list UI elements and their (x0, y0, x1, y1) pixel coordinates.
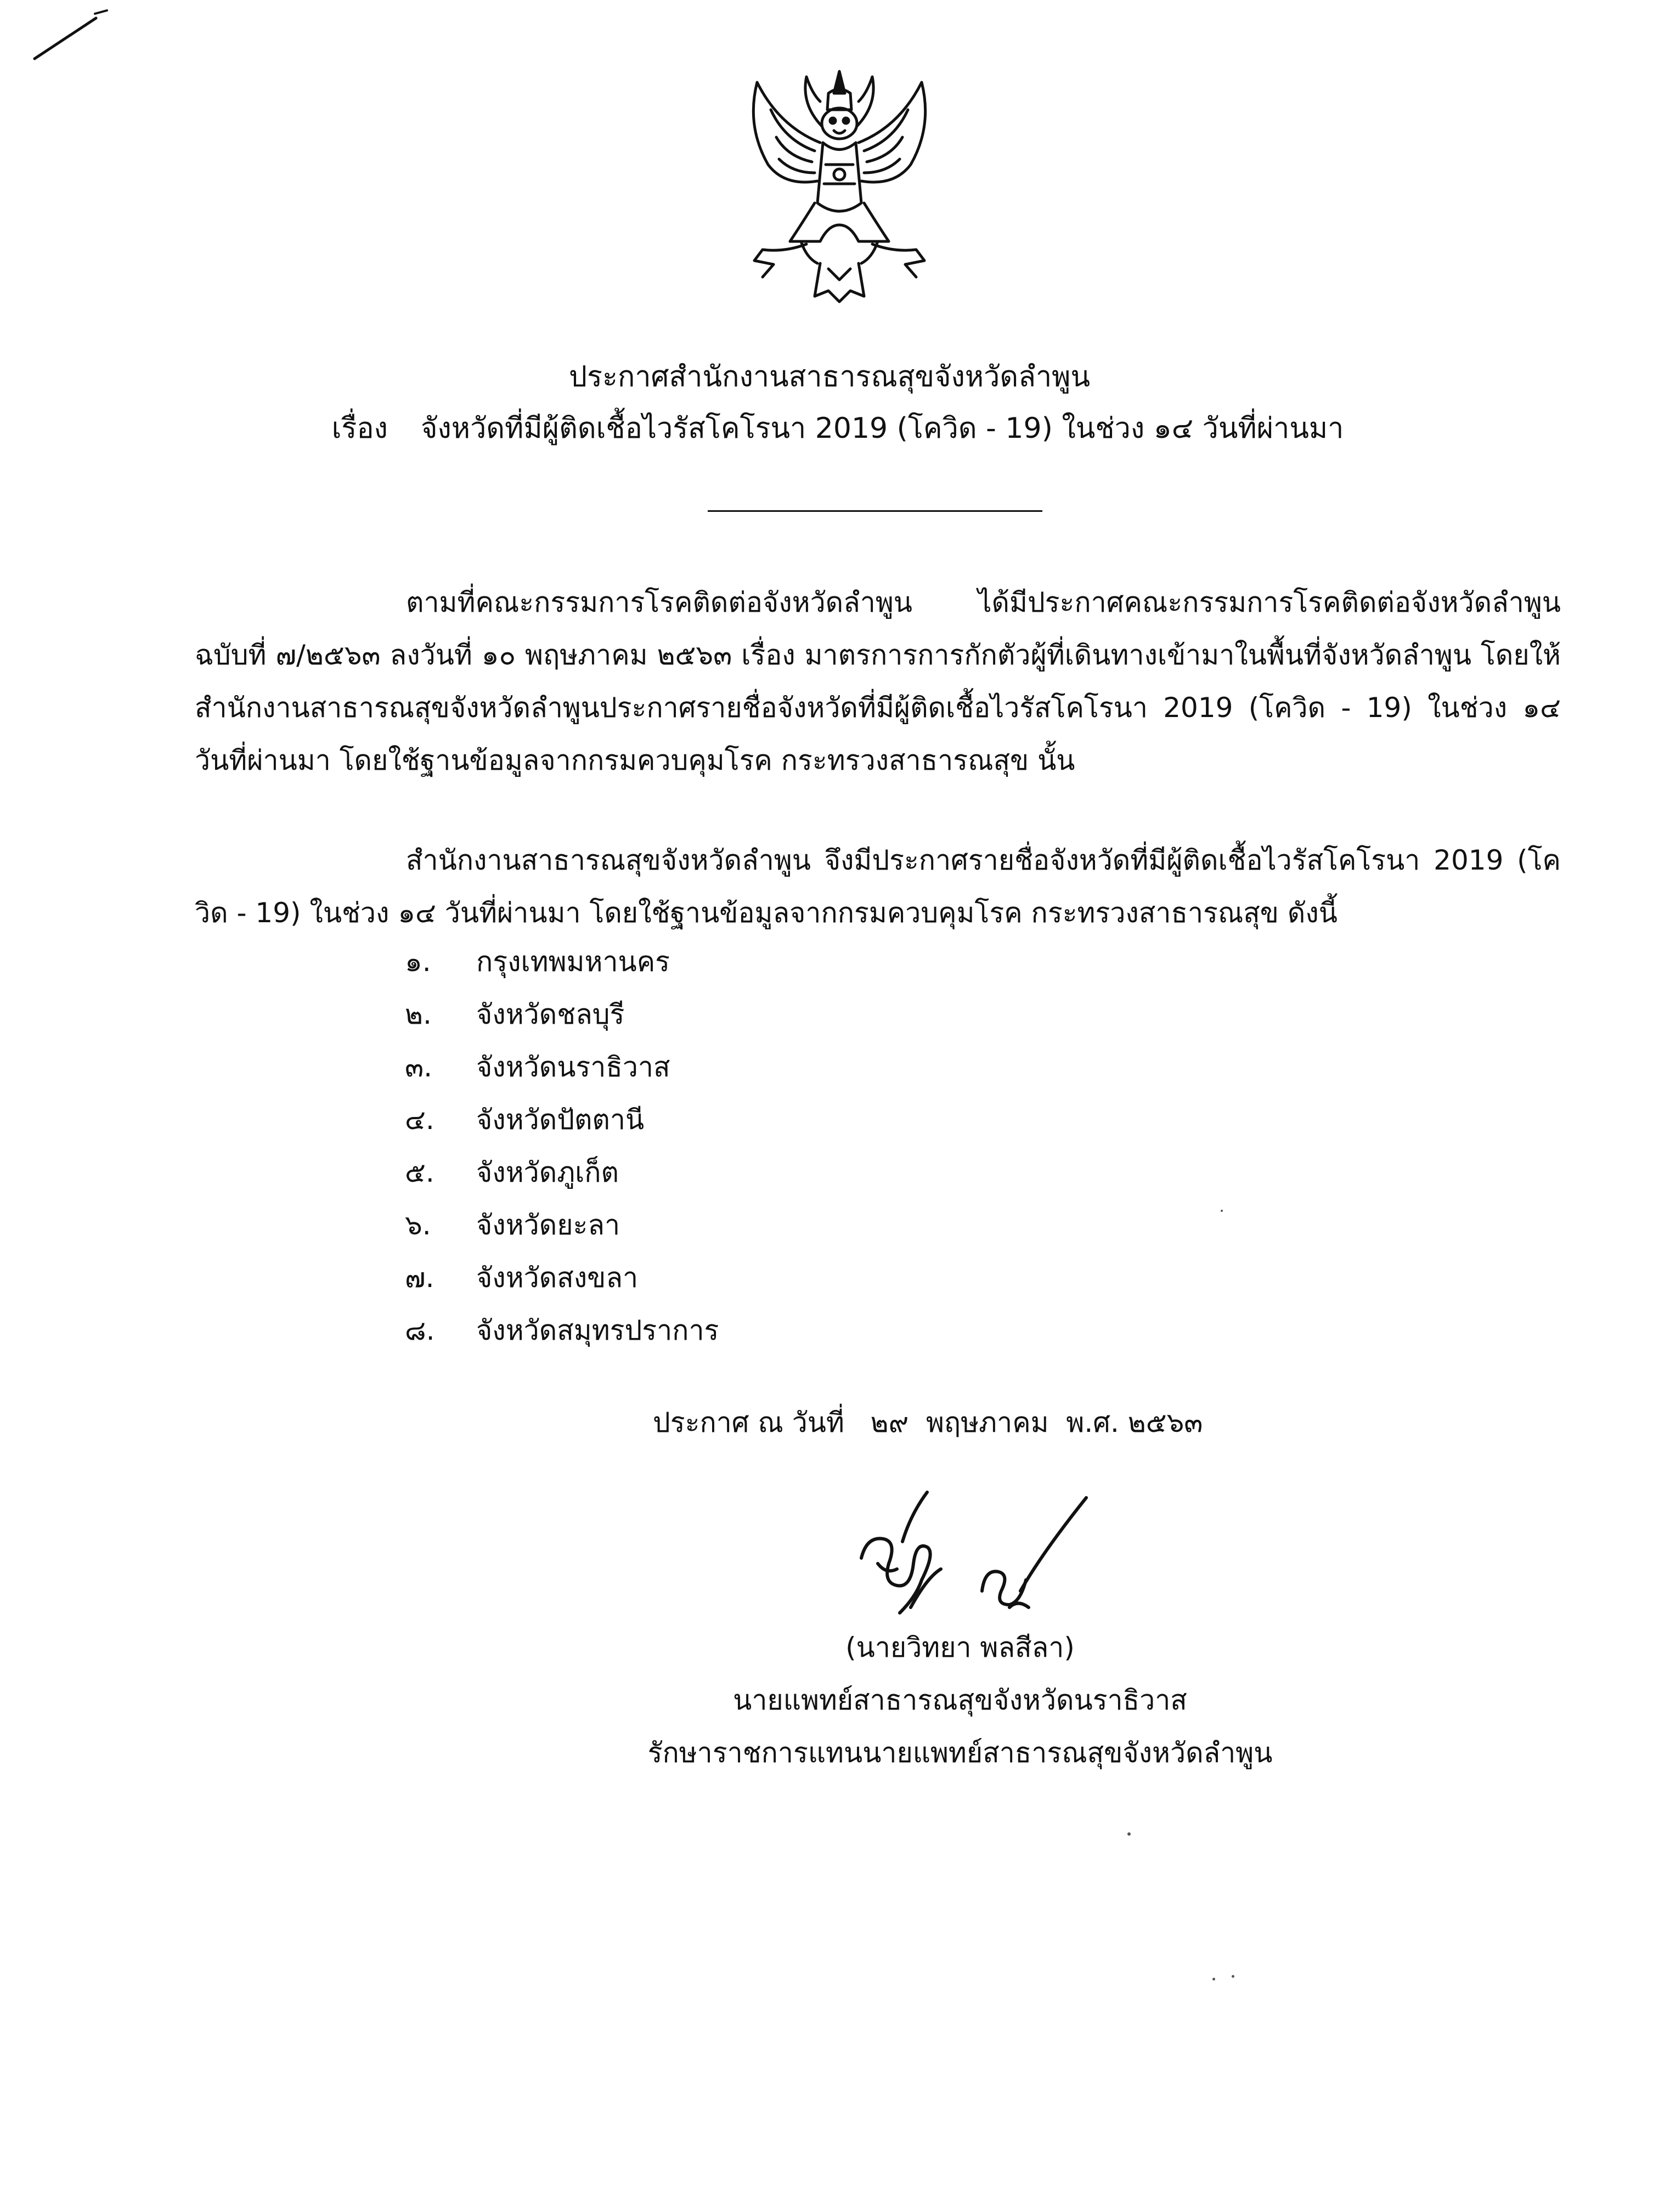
list-number: ๒. (405, 998, 432, 1030)
list-number: ๕. (405, 1156, 435, 1188)
province-list (405, 935, 719, 1357)
scan-speck (1232, 1975, 1234, 1978)
subject-label: เรื่อง (331, 412, 388, 445)
list-item (405, 935, 719, 988)
garuda-emblem-icon (724, 60, 955, 313)
body-paragraph-1 (195, 576, 1561, 787)
province-name: กรุงเทพมหานคร (476, 946, 670, 978)
list-item (405, 988, 719, 1041)
paragraph-1-text: ตามที่คณะกรรมการโรคติดต่อจังหวัดลำพูน ได้มีประกาศคณะกรรมการโรคติดต่อจังหวัดลำพูน ฉบับที่ ๗/๒๕๖๓ ลงวันที่ ๑๐ พฤษภาคม ๒๕๖๓ เรื่อง มาตรการการกักตัวผู้ที่เดินทางเข้ามาในพื้นที่จังหวัดลำพูน โดยให้สำนักงานสาธารณสุขจังหวัดลำพูนประกาศรายชื่อจังหวัดที่มีผู้ติดเชื้อไวรัสโคโรนา 2019 (โควิด - 19) ในช่วง ๑๔ วันที่ผ่านมา โดยใช้ฐานข้อมูลจากกรมควบคุมโรค กระทรวงสาธารณสุข นั้น (195, 586, 1561, 776)
province-name: จังหวัดปัตตานี (476, 1104, 645, 1136)
list-item (405, 1304, 719, 1357)
list-item (405, 1251, 719, 1304)
province-name: จังหวัดนราธิวาส (476, 1051, 670, 1083)
list-number: ๓. (405, 1051, 433, 1083)
list-item (405, 1199, 719, 1251)
list-number: ๑. (405, 946, 431, 978)
signer-position: นายแพทย์สาธารณสุขจังหวัดนราธิวาส (733, 1684, 1187, 1716)
pen-stroke-mark (30, 8, 112, 63)
title-divider (708, 510, 1042, 512)
subject-text: จังหวัดที่มีผู้ติดเชื้อไวรัสโคโรนา 2019 (โควิด - 19) ในช่วง ๑๔ วันที่ผ่านมา (420, 412, 1344, 445)
signer-acting-position: รักษาราชการแทนนายแพทย์สาธารณสุขจังหวัดลำพูน (647, 1737, 1273, 1769)
province-name: จังหวัดสงขลา (476, 1262, 639, 1294)
scan-speck (1221, 1210, 1223, 1212)
province-name: จังหวัดยะลา (476, 1209, 620, 1241)
list-number: ๖. (405, 1209, 431, 1241)
announcement-date: ประกาศ ณ วันที่ ๒๙ พฤษภาคม พ.ศ. ๒๕๖๓ (653, 1407, 1203, 1438)
signer-name: (นายวิทยา พลสีลา) (845, 1632, 1075, 1663)
list-item (405, 1093, 719, 1146)
province-name: จังหวัดชลบุรี (476, 998, 625, 1030)
list-item (405, 1146, 719, 1199)
list-item (405, 1041, 719, 1093)
scan-speck (1127, 1832, 1131, 1836)
list-number: ๗. (405, 1262, 435, 1294)
signer-block (603, 1621, 1317, 1779)
subject-line (0, 403, 1659, 454)
list-number: ๔. (405, 1104, 435, 1136)
scan-speck (1212, 1978, 1215, 1980)
list-number: ๘. (405, 1314, 435, 1346)
document-header (0, 351, 1659, 454)
body-paragraph-2 (195, 834, 1561, 939)
province-name: จังหวัดสมุทรปราการ (476, 1314, 719, 1346)
paragraph-2-text: สำนักงานสาธารณสุขจังหวัดลำพูน จึงมีประกาศรายชื่อจังหวัดที่มีผู้ติดเชื้อไวรัสโคโรนา 2019 (โควิด - 19) ในช่วง ๑๔ วันที่ผ่านมา โดยใช้ฐานข้อมูลจากกรมควบคุมโรค กระทรวงสาธารณสุข ดังนี้ (195, 844, 1561, 929)
province-name: จังหวัดภูเก็ต (476, 1156, 619, 1188)
announcement-title: ประกาศสำนักงานสาธารณสุขจังหวัดลำพูน (569, 360, 1090, 393)
